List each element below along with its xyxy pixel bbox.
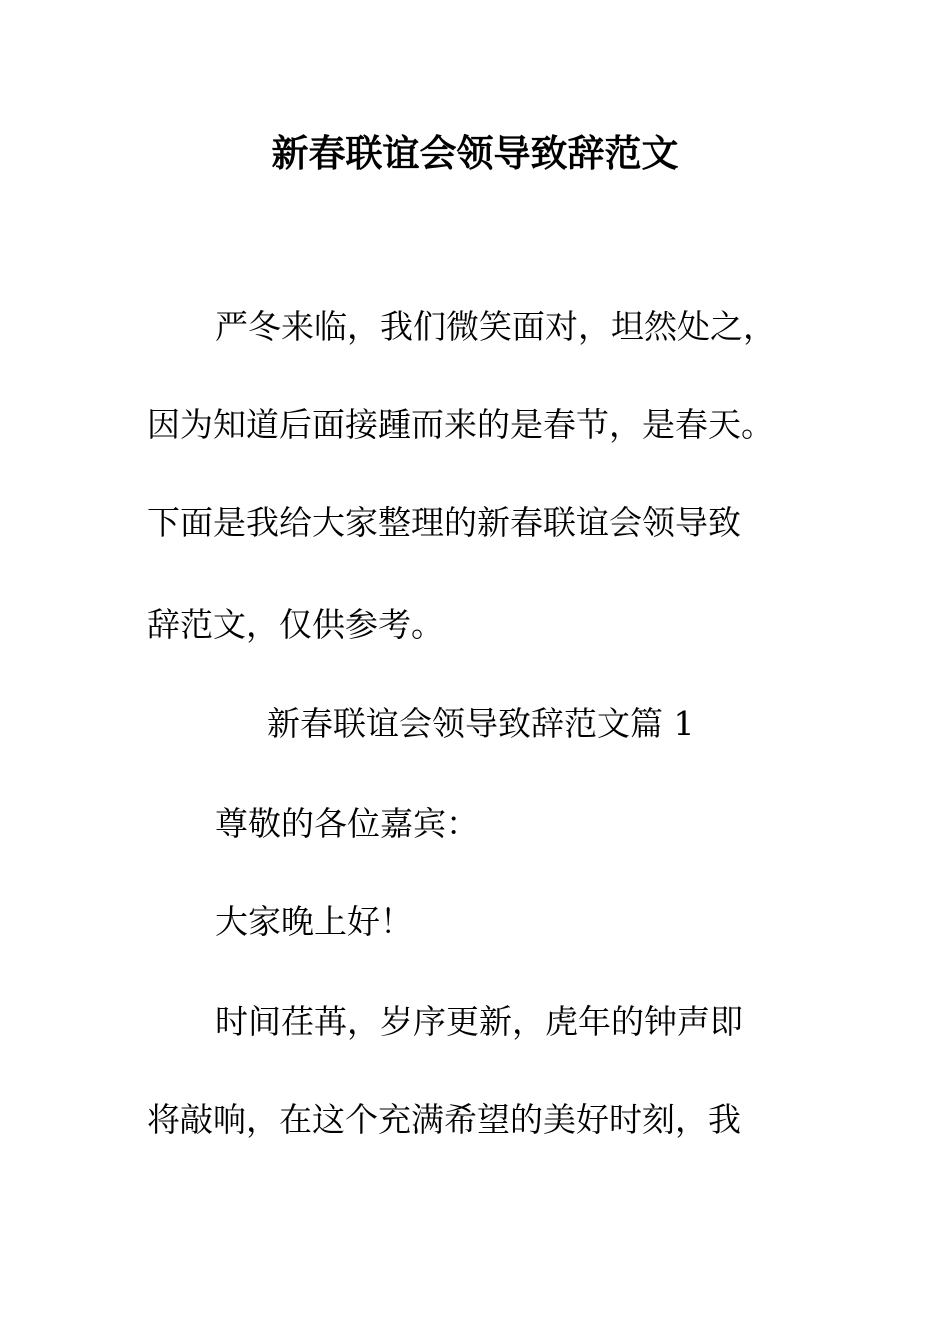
section-heading: 新春联谊会领导致辞范文篇 1 — [267, 704, 695, 743]
intro-line-3: 下面是我给大家整理的新春联谊会领导致 — [147, 503, 741, 542]
body-line-1: 时间荏苒，岁序更新，虎年的钟声即 — [215, 1002, 743, 1041]
intro-line-2: 因为知道后面接踵而来的是春节，是春天。 — [147, 405, 774, 444]
greeting-line: 尊敬的各位嘉宾： — [215, 804, 479, 843]
salutation-line: 大家晚上好！ — [215, 902, 413, 941]
document-title: 新春联谊会领导致辞范文 — [271, 131, 679, 175]
intro-line-4: 辞范文，仅供参考。 — [147, 605, 444, 644]
body-line-2: 将敲响，在这个充满希望的美好时刻，我 — [147, 1100, 741, 1139]
intro-line-1: 严冬来临，我们微笑面对，坦然处之， — [215, 307, 776, 346]
